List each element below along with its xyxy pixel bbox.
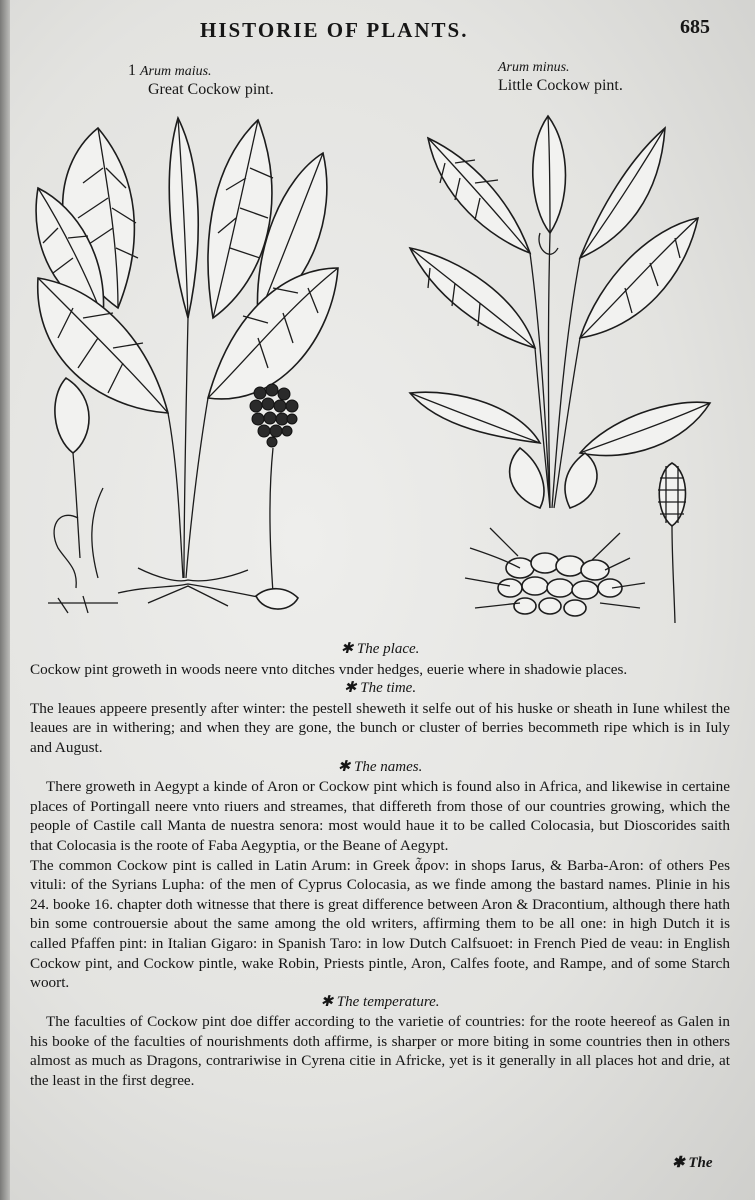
figure-1-number: 1: [128, 62, 136, 79]
tuber-cluster: [498, 553, 622, 616]
section-place: [30, 640, 730, 679]
page-number: 685: [680, 16, 710, 38]
figure-1-english-name: Great Cockow pint.: [148, 81, 274, 98]
paragraph: There groweth in Aegypt a kinde of Aron or Cockow pint which is found also in Africa, and likewise in certaine places of Portingall neere vnto riuers and streames, that differeth from those of our countries growing, which the people of Castile call Manta de nuestra senora: most would haue it to be called Colocasia, but Dioscorides saith that Colocasia is the roote of Faba Aegyptia, or the Beane of Aegypt.: [30, 778, 730, 854]
paragraph: Cockow pint groweth in woods neere vnto ditches vnder hedges, euerie where in shadowie places.: [30, 660, 628, 678]
section-names: [30, 758, 730, 993]
berry-cluster: [250, 384, 298, 447]
great-cockow-pint-woodcut: [28, 108, 348, 628]
section-heading: ✱ The names.: [337, 758, 423, 775]
seed-spike: [658, 463, 686, 623]
main-text: [30, 640, 730, 1091]
section-heading: ✱ The temperature.: [320, 993, 440, 1010]
paragraph: The leaues appeere presently after winter: the pestell sheweth it selfe out of his huske or sheath in Iune whilest the leaues are in withering; and when they are gone, the bunch or cluster of berries becommeth ripe which is in Iuly and August.: [30, 699, 730, 756]
section-temperature: [30, 993, 730, 1091]
page-binding-edge: [0, 0, 10, 1200]
section-heading: ✱ The place.: [340, 641, 420, 657]
section-time: [30, 679, 730, 757]
figure-2-latin-name: Arum minus.: [498, 60, 570, 75]
running-header: HISTORIE OF PLANTS.: [200, 18, 469, 42]
figure-1-latin-name: Arum maius.: [140, 64, 212, 79]
figure-2-caption: [498, 58, 623, 95]
figure-2-english-name: Little Cockow pint.: [498, 77, 623, 94]
paragraph: The faculties of Cockow pint doe differ according to the varietie of countries: for the roote heereof as Galen in his booke of the faculties of nourishments doth affirme, is sharper or more biting in some countries then in others almost as much as Dragons, contrariwise in Cyrena citie in Africke, yet is it generally in all places hot and drie, at the least in the first degree.: [30, 1013, 730, 1090]
catchword: ✱ The: [672, 1155, 713, 1171]
section-heading: ✱ The time.: [343, 680, 417, 697]
paragraph: The common Cockow pint is called in Latin Arum: in Greek ἆρον: in shops Iarus, & Barba-Aron: of others Pes vituli: of the Syrians Lupha: of the men of Cyprus Colocasia, as we finde among the bastard names. Plinie in his 24. booke 16. chapter doth witnesse that there is great difference between Aron & Dracontium, although there hath bin some controuersie about the same among the old writers, affirming them to be all one: in high Dutch it is called Pfaffen pint: in Italian Gigaro: in Spanish Taro: in low Dutch Calfsuoet: in French Pied de veau: in English Cockow pint, and Cockow pintle, wake Robin, Priests pintle, Aron, Calfes foote, and Rampe, and of some Starch woort.: [30, 856, 730, 992]
figure-1-caption: [128, 62, 274, 99]
little-cockow-pint-woodcut: [400, 108, 720, 628]
